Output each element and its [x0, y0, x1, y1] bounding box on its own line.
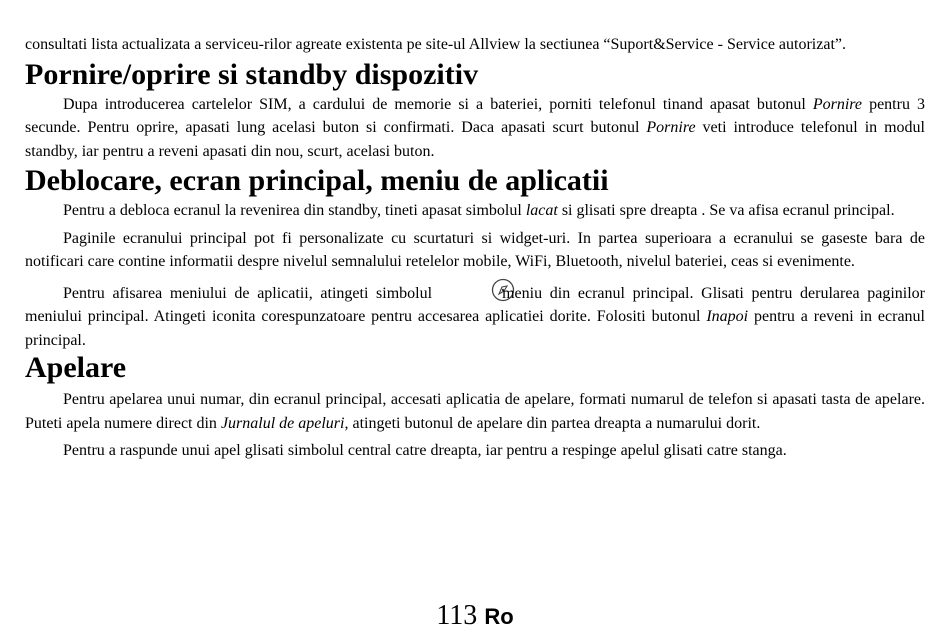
text-run: , atingeti butonul de apelare din partea dreapta a numarului dorit.: [344, 414, 761, 432]
text-run: Pentru apelarea unui numar, din ecranul principal, accesati aplicatia de apelare, formati numarul de telefon si apasati tasta de apelare. Puteti apela numere direct din: [25, 391, 925, 432]
language-label: Ro: [484, 604, 514, 629]
text-run: Pentru afisarea meniului de aplicatii, atingeti simbolul: [63, 284, 433, 302]
unlock-paragraph: [25, 199, 925, 223]
text-run: veti introduce telefonul in modul standby, iar pentru a reveni apasati din nou, scurt, acelasi buton.: [25, 119, 925, 160]
text-run: Pentru a debloca ecranul la revenirea din standby, tineti apasat simbolul: [63, 202, 526, 219]
heading-calling: Apelare: [25, 351, 127, 384]
homescreen-paragraph: Paginile ecranului principal pot fi personalizate cu scurtaturi si widget-uri. In partea superioara a ecranului se gaseste bara de notificari care contine informatii despre nivelul semnalului retelelor mobile, WiFi, Bluetooth, nivelul bateriei, ceas si evenimente.: [25, 229, 925, 270]
heading-unlock: Deblocare, ecran principal, meniu de aplicatii: [25, 164, 609, 197]
text-run: Dupa introducerea cartelelor SIM, a cardului de memorie si a bateriei, porniti telefonul tinand apasat butonul: [63, 95, 813, 113]
calling-paragraph: [25, 388, 925, 435]
heading-power: Pornire/oprire si standby dispozitiv: [25, 57, 479, 91]
intro-paragraph: consultati lista actualizata a serviceu-rilor agreate existenta pe site-ul Allview la sectiunea “Suport&Service - Service autorizat”.: [25, 36, 846, 53]
apps-menu-paragraph: [25, 278, 925, 353]
page-content: [25, 33, 925, 463]
power-paragraph: [25, 93, 925, 164]
text-run: pentru a reveni in ecranul principal.: [25, 308, 925, 349]
italic-term-inapoi: Inapoi: [706, 308, 749, 325]
apps-menu-icon: [452, 278, 478, 298]
text-run: meniu din ecranul principal. Glisati pentru derularea paginilor meniului principal. Atingeti iconita corespunzatoare pentru accesarea aplicatiei dorite. Folositi butonul: [25, 284, 926, 325]
answer-paragraph: Pentru a raspunde unui apel glisati simbolul central catre dreapta, iar pentru a respinge apelul glisati catre stanga.: [63, 442, 787, 459]
italic-term-lacat: lacat: [525, 202, 558, 219]
italic-term-pornire: Pornire: [812, 95, 863, 113]
italic-term-pornire: Pornire: [646, 119, 696, 136]
page-number: 113: [436, 600, 478, 631]
text-run: si glisati spre dreapta . Se va afisa ecranul principal.: [557, 202, 895, 219]
text-run: pentru 3 secunde. Pentru oprire, apasati lung acelasi buton si confirmati. Daca apasati scurt butonul: [25, 95, 925, 136]
page-footer: [0, 600, 950, 633]
italic-term-jurnal: Jurnalul de apeluri: [220, 414, 345, 432]
